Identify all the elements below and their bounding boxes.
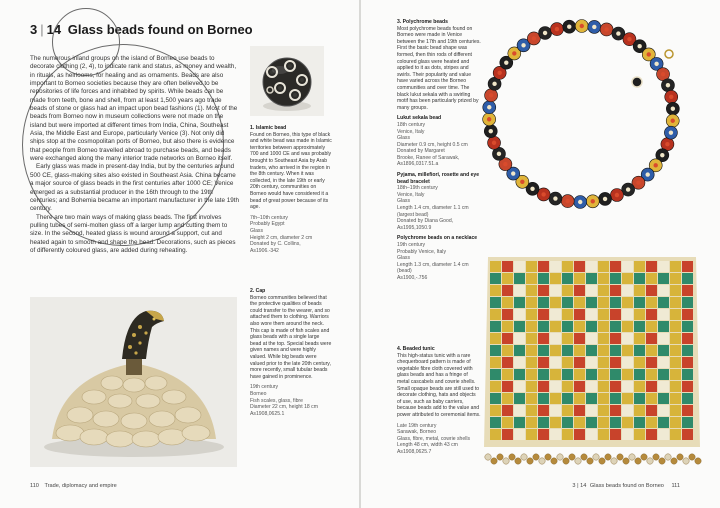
caption-meta-line: Diameter 22 cm, height 18 cm	[250, 404, 318, 411]
folio-separator: |	[577, 483, 579, 489]
caption-title: 4. Beaded tunic	[397, 346, 435, 352]
caption-meta-line: Late 19th century	[397, 422, 437, 429]
caption-item-name: Pyjama, millefiori, rosette and eye bead bracelet	[397, 172, 480, 185]
caption-title: 1. Islamic bead	[250, 125, 287, 131]
section-title: Glass beads found on Borneo	[67, 22, 253, 37]
caption-meta-line: Length 1.4 cm, diameter 1.1 cm	[397, 205, 469, 212]
caption-meta-line: (largest bead)	[397, 211, 429, 218]
caption-meta-line: Length 48 cm, width 43 cm	[397, 442, 458, 449]
caption-meta-line: 7th–10th century	[250, 214, 288, 221]
running-head: Glass beads found on Borneo	[589, 483, 664, 489]
caption-meta-line: Fish scales, glass, fibre	[250, 397, 303, 404]
caption-meta-line: Probably Venice, Italy	[397, 248, 446, 255]
caption-meta-line: Sarawak, Borneo	[397, 429, 437, 436]
running-head: Trade, diplomacy and empire	[44, 483, 117, 489]
caption-text: Found on Borneo, this type of black and white bead was made in Islamic territories between approximately 700 and 1000 CE and was probably brought to Southeast Asia by Arab traders, who arrived in the region in the 8th century. When it was collected, in the late 19th or early 20th century, communities on Borneo would have considered it a bead of great power because of its age.	[250, 131, 332, 211]
caption-meta-line: Borneo	[250, 390, 267, 397]
caption-meta-line: Donated by Margaret	[397, 148, 445, 155]
caption-meta-line: Donated by C. Collins,	[250, 241, 301, 248]
page-number: 110	[30, 483, 39, 489]
caption-text: Borneo communities believed that the protective qualities of beads could transfer to the wearer, and so attached them to clothing. Warriors also wore them around the neck. This cap is made of fish scales and glass beads with a single large bead at the top. Special beads were given names and were highly valued. While big beads were valued prior to the late 20th century, more recently, small tubular beads have gained in prominence.	[250, 294, 332, 380]
folio	[572, 483, 680, 489]
folio-section: 14	[580, 483, 587, 489]
page-number: 111	[671, 483, 680, 489]
caption-meta-line: 19th century	[250, 384, 279, 391]
caption-meta-line: As1906.-342	[250, 247, 279, 254]
caption-meta-line: Glass	[397, 135, 411, 142]
islamic-bead-photo	[250, 46, 324, 116]
beaded-tunic-photo	[480, 257, 704, 472]
left-page	[0, 0, 359, 508]
caption-meta-line: Length 1.3 cm, diameter 1.4 cm	[397, 261, 469, 268]
caption-meta-line: Venice, Italy	[397, 128, 425, 135]
caption-meta-line: 19th century	[397, 242, 426, 248]
caption-meta-line: Glass, fibre, metal, cowrie shells	[397, 435, 471, 442]
cap-photo	[30, 297, 237, 467]
caption-beaded-tunic	[397, 346, 481, 456]
caption-meta-line: 18th century	[397, 121, 426, 128]
caption-meta-line: Venice, Italy	[397, 191, 425, 198]
caption-meta-line: Glass	[397, 198, 411, 205]
caption-title: 3. Polychrome beads	[397, 19, 448, 25]
caption-meta-line: Probably Egypt	[250, 221, 285, 228]
caption-meta-line: As1908,0625.7	[397, 448, 432, 455]
polychrome-necklace-photo	[463, 14, 699, 226]
caption-meta-line: (bead)	[397, 268, 412, 275]
caption-meta-line: Glass	[397, 255, 411, 262]
paragraph: The numerous inland groups on the island of Borneo use beads to decorate clothing (2, 4), to indicate rank and status, as money and wealth, in rituals, as heirlooms, for healing and as ornaments. Beads are also important to Borneo societies because they are often believed to be repositories of life forces and inhabited by spirits. While beads can be made from teeth, bone and shell, from at least 1,500 years ago trade beads of stone or glass had an impact upon bead fashions (1). Most of the beads from Borneo now in museum collections were not made on the island but were imported at different times from India, China, Southeast Asia, the Middle East and Europe, particularly Venice (3). Not only did ships stop at the cosmopolitan ports of Borneo, but also there is evidence that people from Borneo travelled abroad to purchase beads, and beads were exchanged along the many interior trade networks on Borneo itself.	[30, 55, 238, 163]
caption-meta-line: As1900,-.756	[397, 274, 428, 281]
paragraph: There are two main ways of making glass beads. The first involves pulling tubes of semi-molten glass off a larger lump and cutting them to size. In the second, heated glass is wound around a support, cut and heated again to smooth and shape the bead. Decorations, such as pieces of differently coloured glass, are added during reheating.	[30, 213, 236, 254]
caption-meta-line: As1908,0625.1	[250, 410, 285, 417]
caption-meta-line: As1995,1050.9	[397, 224, 432, 231]
caption-meta-line: Donated by Diana Good,	[397, 218, 454, 225]
chapter-number: 3	[30, 22, 38, 37]
caption-meta-line: Diameter 0.9 cm, height 0.5 cm	[397, 141, 468, 148]
folio-chapter: 3	[572, 483, 576, 489]
caption-meta-line: Height 2 cm, diameter 2 cm	[250, 234, 313, 241]
caption-meta-line: Brooke, Ranee of Sarawak,	[397, 154, 460, 161]
caption-item-name: Lukut sekala bead	[397, 115, 442, 122]
heading-separator: |	[40, 22, 44, 37]
main-text	[30, 55, 240, 255]
caption-item-name: Polychrome beads on a necklace	[397, 235, 478, 242]
caption-title: 2. Cap	[250, 288, 266, 294]
caption-islamic-bead	[250, 125, 332, 254]
caption-meta-line: As1896,0317.51.a	[397, 161, 439, 168]
caption-meta-line: Glass	[250, 227, 264, 234]
folio	[30, 483, 117, 489]
caption-text: This high-status tunic with a rare chequerboard pattern is made of vegetable fibre cloth covered with glass beads and has a fringe of metal cascabels and cowrie shells. Small opaque beads are still used to decorate clothing, hats and objects of use, such as baby carriers, because beads add to the value and power attributed to ceremonial items.	[397, 352, 481, 418]
paragraph: Early glass was made in present-day India, but by the centuries around 500 CE, glass-making sites also existed in Southeast Asia. China became a major source of glass beads in the first centuries after 1000 CE; Venice emerged as a substantial producer in the 16th through to the 19th centuries; and Bohemia became an important manufacturer in the late 19th century.	[30, 163, 239, 213]
caption-text: Most polychrome beads found on Borneo were made in Venice between the 17th and 19th centuries. First the basic bead shape was formed, then thin rods of different coloured glass were heated and applied to it as dots, stripes and swirls. Their popularity and value have varied across the Borneo communities and over time. The black lukut sekala with a swirling motif has been particularly prized by many groups.	[397, 25, 481, 111]
section-number: 14	[46, 22, 62, 37]
caption-meta-line: 18th–19th century	[397, 185, 438, 192]
caption-cap	[250, 288, 332, 417]
